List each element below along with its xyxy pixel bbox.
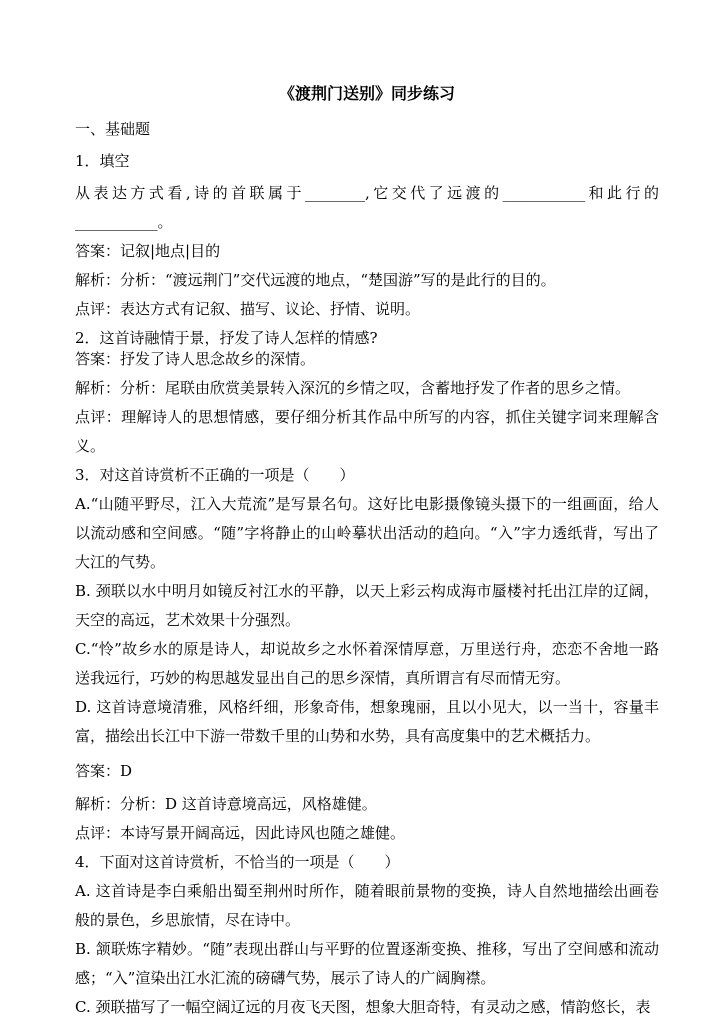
q3-option-d: D. 这首诗意境清雅，风格纤细，形象奇伟，想象瑰丽，且以小见大，以一当十，容量丰富，描绘出长江中下游一带数千里的山势和水势，具有高度集中的艺术概括力。 xyxy=(75,698,659,745)
q4-question: 4．下面对这首诗赏析，不恰当的一项是（ ） xyxy=(75,853,400,871)
q3-answer: 答案：D xyxy=(75,762,133,780)
q4-option-c: C. 颈联描写了一幅空阔辽远的月夜飞天图，想象大胆奇特，有灵动之感，情韵悠长，表 xyxy=(75,998,651,1016)
q2-answer: 答案：抒发了诗人思念故乡的深情。 xyxy=(75,350,316,368)
section-heading: 一、基础题 xyxy=(75,120,151,138)
q1-analysis: 解析：分析：“渡远荆门”交代远渡的地点，“楚国游”写的是此行的目的。 xyxy=(75,271,556,289)
q1-question: 从表达方式看,诗的首联属于________,它交代了远渡的___________和此行的___________。 xyxy=(75,184,659,231)
q3-option-b: B. 颈联以水中明月如镜反衬江水的平静，以天上彩云构成海市蜃楼衬托出江岸的辽阔，天空的高远，艺术效果十分强烈。 xyxy=(75,582,659,629)
doc-title: 《渡荆门送别》同步练习 xyxy=(278,84,455,103)
q2-question: 2．这首诗融情于景，抒发了诗人怎样的情感? xyxy=(75,329,378,347)
q3-option-c: C.“怜”故乡水的原是诗人，却说故乡之水怀着深情厚意，万里送行舟，恋恋不舍地一路送我远行，巧妙的构思越发显出自己的思乡深情，真所谓言有尽而情无穷。 xyxy=(75,640,659,687)
q2-comment: 点评：理解诗人的思想情感，要仔细分析其作品中所写的内容，抓住关键字词来理解含义。 xyxy=(75,408,659,455)
q4-option-a: A. 这首诗是李白乘船出蜀至荆州时所作，随着眼前景物的变换，诗人自然地描绘出画卷般的景色，乡思旅情，尽在诗中。 xyxy=(75,882,659,929)
q1-answer: 答案：记叙|地点|目的 xyxy=(75,242,221,260)
q1-comment: 点评：表达方式有记叙、描写、议论、抒情、说明。 xyxy=(75,300,421,318)
q1-heading: 1．填空 xyxy=(75,152,130,170)
q3-comment: 点评：本诗写景开阔高远，因此诗风也随之雄健。 xyxy=(75,824,406,842)
q2-analysis: 解析：分析：尾联由欣赏美景转入深沉的乡情之叹，含蓄地抒发了作者的思乡之情。 xyxy=(75,379,631,397)
q3-analysis: 解析：分析：D 这首诗意境高远，风格雄健。 xyxy=(75,795,377,813)
q3-question: 3．对这首诗赏析不正确的一项是（ ） xyxy=(75,466,355,484)
q4-option-b: B. 颔联炼字精妙。“随”表现出群山与平野的位置逐渐变换、推移，写出了空间感和流动感；“入”渲染出江水汇流的磅礴气势，展示了诗人的广阔胸襟。 xyxy=(75,940,659,987)
q3-option-a: A.“山随平野尽，江入大荒流”是写景名句。这好比电影摄像镜头摄下的一组画面，给人以流动感和空间感。“随”字将静止的山岭摹状出活动的趋向。“入”字力透纸背，写出了大江的气势。 xyxy=(75,495,659,571)
